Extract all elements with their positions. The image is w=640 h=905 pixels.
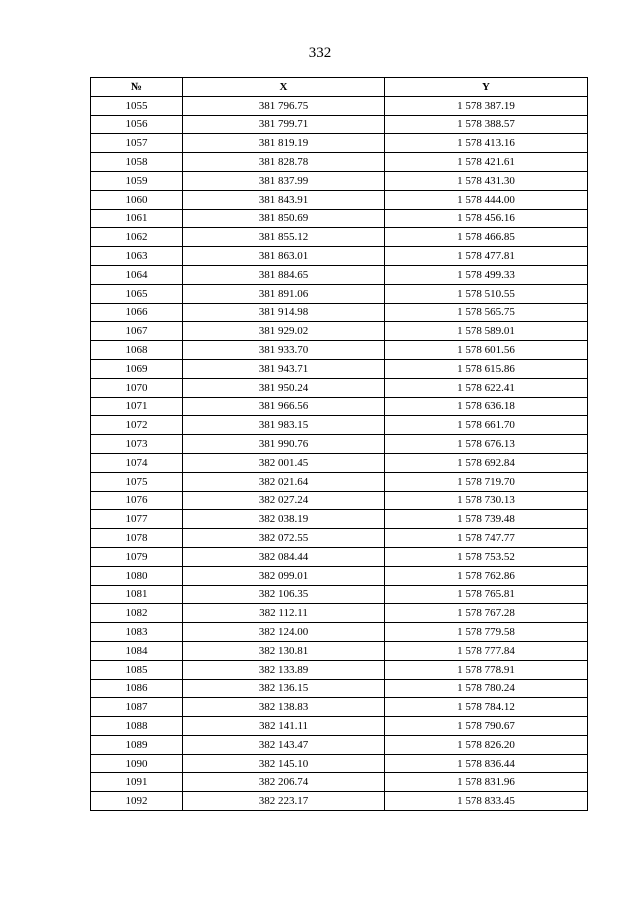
cell-number: 1076 [91,491,183,510]
cell-y: 1 578 780.24 [385,679,588,698]
cell-y: 1 578 499.33 [385,265,588,284]
cell-number: 1082 [91,604,183,623]
cell-x: 382 124.00 [183,623,385,642]
cell-number: 1077 [91,510,183,529]
header-row [91,78,588,97]
cell-x: 381 819.19 [183,134,385,153]
table-row [91,623,588,642]
cell-x: 381 933.70 [183,341,385,360]
cell-number: 1066 [91,303,183,322]
cell-y: 1 578 747.77 [385,529,588,548]
cell-x: 382 084.44 [183,547,385,566]
table-row [91,341,588,360]
cell-y: 1 578 636.18 [385,397,588,416]
table-row [91,792,588,811]
cell-y: 1 578 826.20 [385,735,588,754]
cell-number: 1074 [91,453,183,472]
cell-number: 1072 [91,416,183,435]
table-row [91,679,588,698]
table-row [91,435,588,454]
cell-y: 1 578 477.81 [385,247,588,266]
cell-x: 382 223.17 [183,792,385,811]
cell-x: 381 990.76 [183,435,385,454]
cell-y: 1 578 466.85 [385,228,588,247]
cell-y: 1 578 676.13 [385,435,588,454]
cell-x: 381 863.01 [183,247,385,266]
cell-x: 382 130.81 [183,641,385,660]
cell-y: 1 578 431.30 [385,171,588,190]
table-row [91,491,588,510]
header-y: Y [385,78,588,97]
cell-x: 382 021.64 [183,472,385,491]
table-row [91,754,588,773]
cell-y: 1 578 784.12 [385,698,588,717]
cell-x: 382 143.47 [183,735,385,754]
table-row [91,209,588,228]
cell-x: 381 950.24 [183,378,385,397]
cell-number: 1069 [91,359,183,378]
table-row [91,529,588,548]
cell-number: 1065 [91,284,183,303]
cell-number: 1063 [91,247,183,266]
cell-number: 1055 [91,96,183,115]
cell-number: 1080 [91,566,183,585]
cell-y: 1 578 779.58 [385,623,588,642]
cell-y: 1 578 778.91 [385,660,588,679]
table-row [91,510,588,529]
cell-x: 381 828.78 [183,153,385,172]
cell-number: 1088 [91,717,183,736]
cell-x: 381 884.65 [183,265,385,284]
table-row [91,641,588,660]
cell-number: 1067 [91,322,183,341]
cell-number: 1064 [91,265,183,284]
cell-number: 1090 [91,754,183,773]
cell-x: 381 983.15 [183,416,385,435]
page-number: 332 [308,45,332,61]
cell-x: 382 206.74 [183,773,385,792]
cell-x: 382 138.83 [183,698,385,717]
cell-number: 1070 [91,378,183,397]
table-row [91,322,588,341]
cell-y: 1 578 565.75 [385,303,588,322]
cell-x: 382 038.19 [183,510,385,529]
table-row [91,735,588,754]
cell-number: 1057 [91,134,183,153]
cell-y: 1 578 831.96 [385,773,588,792]
table-row [91,134,588,153]
header-number: № [91,78,183,97]
cell-x: 382 136.15 [183,679,385,698]
cell-number: 1084 [91,641,183,660]
cell-x: 381 855.12 [183,228,385,247]
cell-number: 1078 [91,529,183,548]
cell-y: 1 578 739.48 [385,510,588,529]
table-row [91,585,588,604]
cell-x: 381 796.75 [183,96,385,115]
cell-y: 1 578 765.81 [385,585,588,604]
cell-number: 1083 [91,623,183,642]
cell-number: 1068 [91,341,183,360]
cell-y: 1 578 622.41 [385,378,588,397]
cell-y: 1 578 444.00 [385,190,588,209]
cell-x: 381 929.02 [183,322,385,341]
table-row [91,247,588,266]
table-row [91,660,588,679]
cell-x: 381 943.71 [183,359,385,378]
table-row [91,698,588,717]
cell-x: 381 843.91 [183,190,385,209]
cell-x: 382 099.01 [183,566,385,585]
table-row [91,378,588,397]
table-row [91,284,588,303]
cell-number: 1086 [91,679,183,698]
cell-x: 382 112.11 [183,604,385,623]
table-row [91,303,588,322]
cell-y: 1 578 692.84 [385,453,588,472]
cell-number: 1087 [91,698,183,717]
cell-number: 1059 [91,171,183,190]
cell-x: 382 027.24 [183,491,385,510]
cell-y: 1 578 589.01 [385,322,588,341]
cell-x: 382 001.45 [183,453,385,472]
table-row [91,717,588,736]
cell-number: 1075 [91,472,183,491]
cell-y: 1 578 456.16 [385,209,588,228]
table-row [91,228,588,247]
table-row [91,773,588,792]
cell-number: 1092 [91,792,183,811]
header-x: X [183,78,385,97]
cell-y: 1 578 730.13 [385,491,588,510]
cell-y: 1 578 413.16 [385,134,588,153]
cell-y: 1 578 767.28 [385,604,588,623]
coordinates-table [90,77,588,811]
cell-y: 1 578 388.57 [385,115,588,134]
table-row [91,153,588,172]
table-row [91,96,588,115]
table-row [91,604,588,623]
table-row [91,190,588,209]
cell-number: 1060 [91,190,183,209]
cell-number: 1061 [91,209,183,228]
cell-x: 381 850.69 [183,209,385,228]
cell-x: 381 837.99 [183,171,385,190]
table-row [91,547,588,566]
cell-x: 381 966.56 [183,397,385,416]
table-row [91,359,588,378]
cell-y: 1 578 421.61 [385,153,588,172]
cell-number: 1079 [91,547,183,566]
cell-y: 1 578 790.67 [385,717,588,736]
cell-number: 1081 [91,585,183,604]
cell-y: 1 578 762.86 [385,566,588,585]
cell-y: 1 578 753.52 [385,547,588,566]
cell-x: 382 106.35 [183,585,385,604]
cell-y: 1 578 833.45 [385,792,588,811]
cell-number: 1073 [91,435,183,454]
table-header [91,78,588,97]
cell-x: 382 133.89 [183,660,385,679]
table-row [91,566,588,585]
cell-number: 1089 [91,735,183,754]
cell-y: 1 578 510.55 [385,284,588,303]
cell-x: 382 072.55 [183,529,385,548]
cell-x: 382 141.11 [183,717,385,736]
cell-y: 1 578 777.84 [385,641,588,660]
cell-x: 381 799.71 [183,115,385,134]
cell-number: 1062 [91,228,183,247]
table-row [91,265,588,284]
table-row [91,171,588,190]
cell-x: 381 891.06 [183,284,385,303]
table-row [91,453,588,472]
cell-number: 1085 [91,660,183,679]
cell-x: 382 145.10 [183,754,385,773]
cell-y: 1 578 387.19 [385,96,588,115]
cell-y: 1 578 615.86 [385,359,588,378]
cell-number: 1056 [91,115,183,134]
cell-x: 381 914.98 [183,303,385,322]
table-row [91,472,588,491]
cell-y: 1 578 836.44 [385,754,588,773]
table-row [91,397,588,416]
cell-number: 1091 [91,773,183,792]
cell-number: 1071 [91,397,183,416]
table-body [91,96,588,810]
table-row [91,416,588,435]
cell-number: 1058 [91,153,183,172]
cell-y: 1 578 661.70 [385,416,588,435]
cell-y: 1 578 719.70 [385,472,588,491]
cell-y: 1 578 601.56 [385,341,588,360]
table-row [91,115,588,134]
